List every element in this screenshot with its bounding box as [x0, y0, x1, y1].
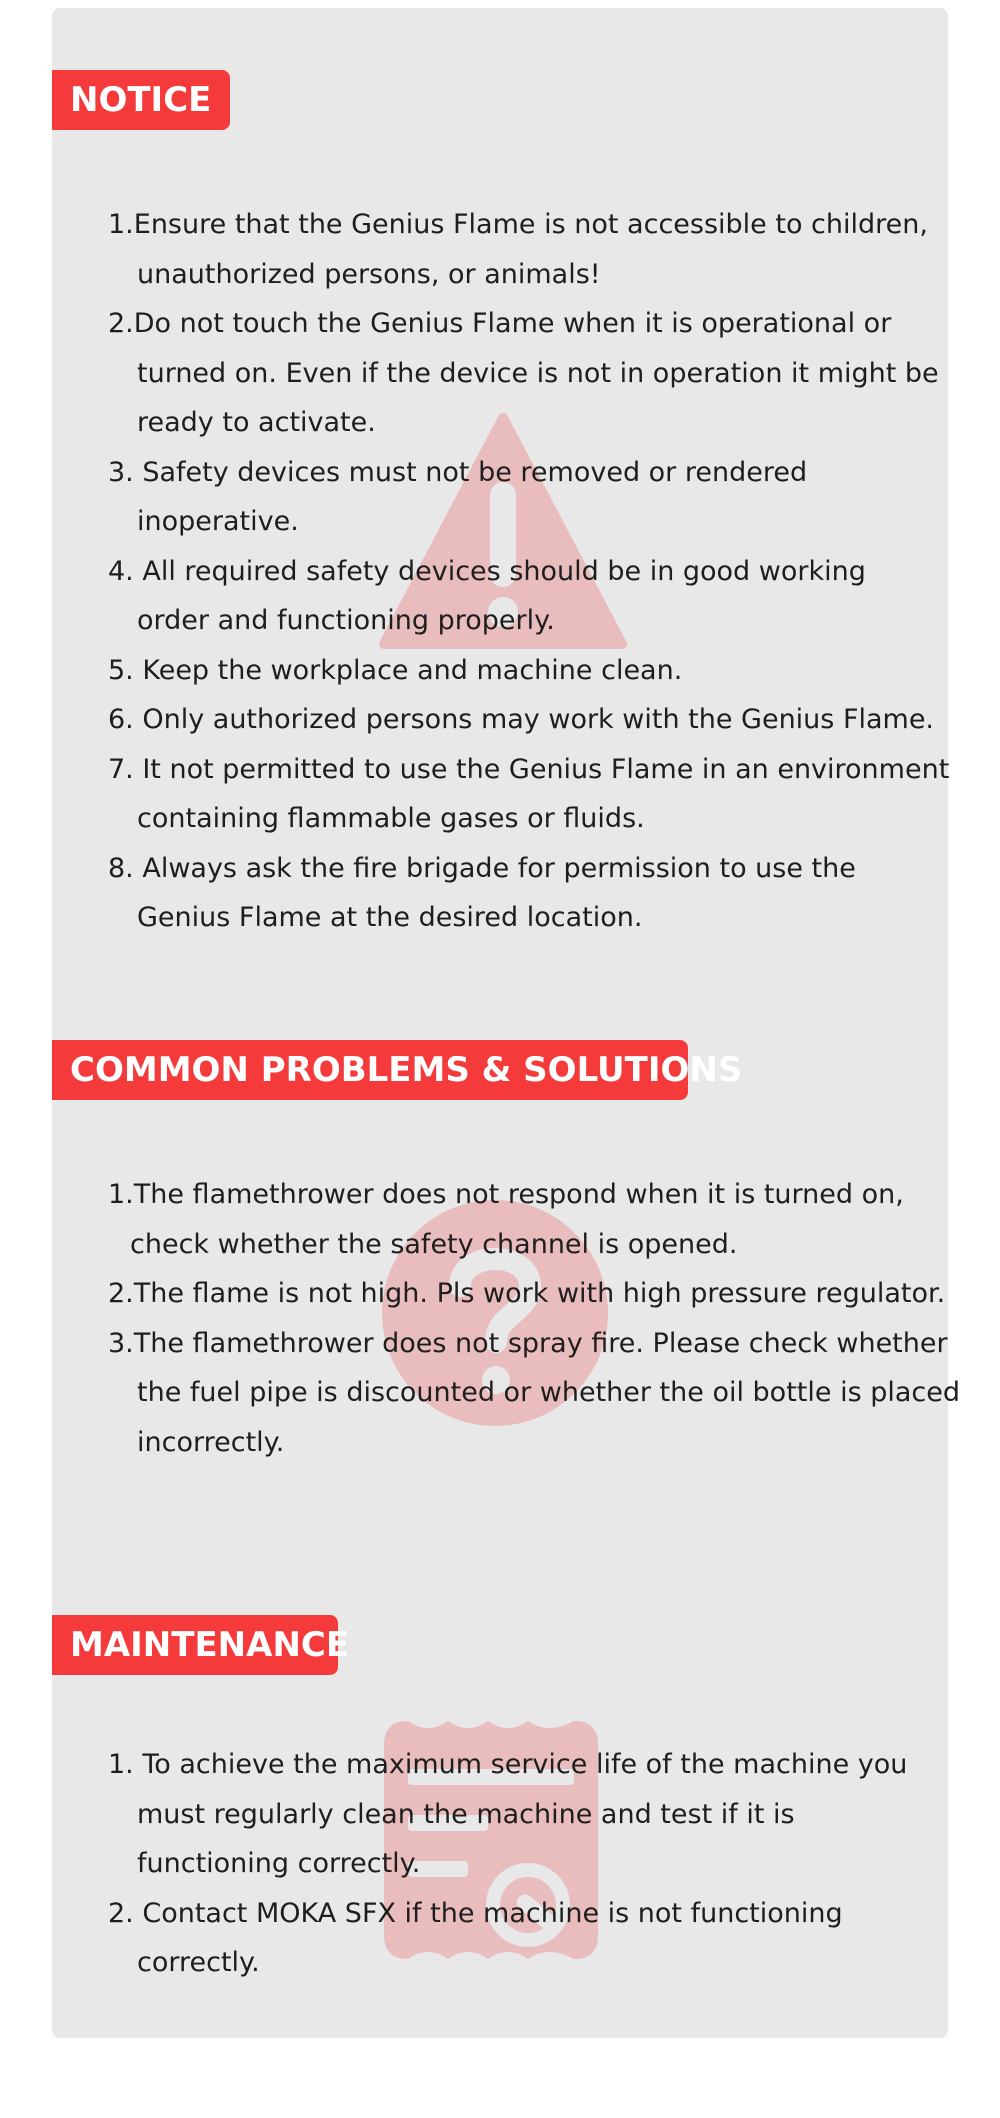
list-item: 1.The flamethrower does not respond when it is turned on,	[108, 1179, 904, 1210]
list-item: turned on. Even if the device is not in operation it might be	[137, 357, 939, 389]
list-item: 5. Keep the workplace and machine clean.	[108, 654, 683, 686]
list-item: functioning correctly.	[137, 1848, 421, 1879]
problems-list	[108, 1170, 960, 1467]
list-item: unauthorized persons, or animals!	[137, 258, 601, 290]
list-item: the fuel pipe is discounted or whether the oil bottle is placed	[137, 1377, 960, 1408]
list-item: order and functioning properly.	[137, 605, 555, 636]
list-item: containing flammable gases or fluids.	[137, 803, 645, 834]
list-item: 3.The flamethrower does not spray fire. Please check whether	[108, 1327, 948, 1359]
notice-header: NOTICE	[52, 70, 230, 130]
list-item: 7. It not permitted to use the Genius Flame in an environment	[108, 753, 950, 785]
list-item: correctly.	[137, 1947, 260, 1978]
list-item: 2.Do not touch the Genius Flame when it is operational or	[108, 308, 892, 339]
notice-list	[108, 200, 949, 943]
list-item: check whether the safety channel is opened.	[130, 1228, 738, 1260]
maintenance-header: MAINTENANCE	[52, 1615, 338, 1675]
problems-header: COMMON PROBLEMS & SOLUTIONS	[52, 1040, 688, 1100]
list-item: 1.Ensure that the Genius Flame is not accessible to children,	[108, 209, 928, 240]
list-item: 4. All required safety devices should be in good working	[108, 555, 866, 587]
maintenance-list	[108, 1740, 907, 1988]
list-item: inoperative.	[137, 506, 299, 537]
list-item: ready to activate.	[137, 407, 376, 438]
list-item: must regularly clean the machine and test if it is	[137, 1798, 795, 1830]
list-item: 2. Contact MOKA SFX if the machine is not functioning	[108, 1897, 843, 1929]
list-item: incorrectly.	[137, 1426, 285, 1458]
list-item: 8. Always ask the fire brigade for permission to use the	[108, 852, 856, 884]
list-item: 3. Safety devices must not be removed or rendered	[108, 456, 808, 488]
list-item: 1. To achieve the maximum service life of the machine you	[108, 1749, 908, 1780]
list-item: 6. Only authorized persons may work with the Genius Flame.	[108, 704, 935, 735]
list-item: 2.The flame is not high. Pls work with high pressure regulator.	[108, 1278, 946, 1309]
list-item: Genius Flame at the desired location.	[137, 902, 643, 933]
